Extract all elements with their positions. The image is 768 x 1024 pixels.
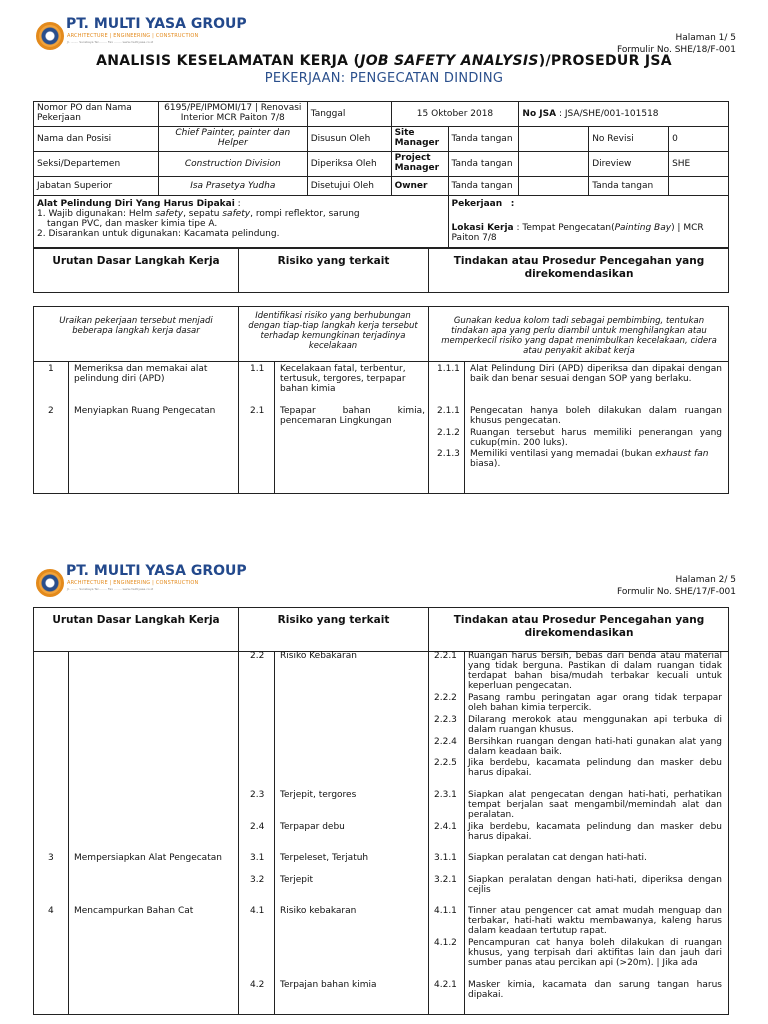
p2-step: Mempersiapkan Alat Pengecatan (74, 853, 222, 863)
jabatan-label: Jabatan Superior (34, 177, 159, 196)
p2-col1-header: Urutan Dasar Langkah Kerja (52, 614, 220, 626)
p2-action: Siapkan peralatan dengan hati-hati, diperiksa dengan cejlis (468, 875, 722, 895)
norevisi-value: 0 (669, 127, 729, 152)
po-value: 6195/PE/IPMOMI/17 | Renovasi Interior MCR Paiton 7/8 (158, 102, 307, 127)
p2-action-no: 2.2.1 (434, 651, 457, 661)
diperiksa-label: Diperiksa Oleh (307, 152, 391, 177)
p1-row2-risk: Tepapar bahan kimia, pencemaran Lingkungan (280, 406, 425, 426)
p2-action: Pencampuran cat hanya boleh dilakukan di ruangan khusus, yang terpisah dari aktifitas lain dan jauh dari sumber panas atau percikan api (>20m). | Jika ada (468, 938, 722, 968)
p2-action-no: 4.1.1 (434, 906, 457, 916)
p1-row2-step: Menyiapkan Ruang Pengecatan (74, 406, 216, 416)
tanggal-value: 15 Oktober 2018 (391, 102, 519, 127)
page-number: Halaman 2/ 5 (675, 575, 736, 585)
site-manager-label: Site Manager (391, 127, 448, 152)
norevisi-label: No Revisi (589, 127, 669, 152)
p2-col2-header: Risiko yang terkait (277, 614, 390, 626)
p1-row2-action2-no: 2.1.2 (437, 428, 460, 438)
p2-risk-no: 4.2 (250, 980, 265, 990)
pekerjaan-lokasi-cell: Pekerjaan : Lokasi Kerja : Tempat Pengecatan(Painting Bay) | MCR Paiton 7/8 (448, 196, 728, 248)
p1-row2-action3: Memiliki ventilasi yang memadai (bukan exhaust fan biasa). (470, 449, 709, 469)
p1-row1-risk: Kecelakaan fatal, terbentur, tertusuk, tergores, terpapar bahan kimia (280, 364, 406, 394)
p1-row1-action: Alat Pelindung Diri (APD) diperiksa dan dipakai dengan baik dan benar sesuai dengan SOP yang berlaku. (470, 364, 722, 384)
jabatan-value: Isa Prasetya Yudha (158, 177, 307, 196)
disetujui-label: Disetujui Oleh (307, 177, 391, 196)
info-table (33, 101, 729, 248)
p2-risk: Terpapar debu (280, 822, 345, 832)
logo-emblem-icon (36, 569, 64, 597)
p1-guide-col3: Gunakan kedua kolom tadi sebagai pembimbing, tentukan tindakan apa yang perlu diambil untuk menghilangkan atau memperkecil risiko yang dapat menimbulkan kecelakaan, cidera atau penyakit akibat kerja (441, 316, 717, 356)
p1-col2-header: Risiko yang terkait (277, 255, 390, 267)
signature-2[interactable]: Tanda tangan (448, 152, 519, 177)
p2-step-no: 3 (48, 853, 54, 863)
p2-action: Bersihkan ruangan dengan hati-hati gunakan alat yang dalam keadaan baik. (468, 737, 722, 757)
logo-emblem-icon (36, 22, 64, 50)
company-address: Jl. ........ Surabaya Tel ........ Fax ........ www.multiyasa.co.id (67, 40, 154, 44)
p2-action-no: 4.1.2 (434, 938, 457, 948)
p2-risk-no: 2.4 (250, 822, 265, 832)
direview-label: Direview (589, 152, 669, 177)
p1-row2-no: 2 (48, 406, 54, 416)
p2-step-no: 4 (48, 906, 54, 916)
p1-row2-action2: Ruangan tersebut harus memiliki penerangan yang cukup(min. 200 luks). (470, 428, 722, 448)
po-label: Nomor PO dan Nama Pekerjaan (34, 102, 159, 127)
p1-row2-action3-no: 2.1.3 (437, 449, 460, 459)
p1-row1-action-no: 1.1.1 (437, 364, 460, 374)
p2-risk: Risiko kebakaran (280, 906, 357, 916)
direview-value: SHE (669, 152, 729, 177)
p2-risk-no: 3.1 (250, 853, 265, 863)
company-tagline: ARCHITECTURE | ENGINEERING | CONSTRUCTION (67, 33, 199, 39)
p2-risk-no: 3.2 (250, 875, 265, 885)
p2-action-no: 2.2.2 (434, 693, 457, 703)
tanggal-label: Tanggal (307, 102, 391, 127)
p2-action-no: 4.2.1 (434, 980, 457, 990)
table-cell (519, 152, 589, 177)
seksi-value: Construction Division (158, 152, 307, 177)
disusun-label: Disusun Oleh (307, 127, 391, 152)
signature-1[interactable]: Tanda tangan (448, 127, 519, 152)
p2-risk-no: 4.1 (250, 906, 265, 916)
signature-3[interactable]: Tanda tangan (448, 177, 519, 196)
p2-risk: Terjepit (280, 875, 313, 885)
page-number: Halaman 1/ 5 (675, 33, 736, 43)
p2-risk: Terpeleset, Terjatuh (280, 853, 369, 863)
p2-action: Jika berdebu, kacamata pelindung dan masker debu harus dipakai. (468, 758, 722, 778)
p2-risk: Terpajan bahan kimia (280, 980, 377, 990)
p2-action-no: 2.4.1 (434, 822, 457, 832)
company-name: PT. MULTI YASA GROUP (66, 16, 247, 32)
signature-4[interactable]: Tanda tangan (589, 177, 669, 196)
p1-guide-col1: Uraikan pekerjaan tersebut menjadi beberapa langkah kerja dasar (59, 316, 213, 336)
p2-action-no: 3.1.1 (434, 853, 457, 863)
page2-header-right (617, 574, 736, 598)
p2-action: Dilarang merokok atau menggunakan api terbuka di dalam ruangan khusus. (468, 715, 722, 735)
nama-value: Chief Painter, painter dan Helper (158, 127, 307, 152)
p2-step: Mencampurkan Bahan Cat (74, 906, 194, 916)
p2-risk: Risiko Kebakaran (280, 651, 357, 661)
p2-action-no: 3.2.1 (434, 875, 457, 885)
table-cell (519, 177, 589, 196)
p1-row1-no: 1 (48, 364, 54, 374)
form-number: Formulir No. SHE/18/F-001 (616, 45, 736, 55)
p2-action-no: 2.2.5 (434, 758, 457, 768)
p2-action: Masker kimia, kacamata dan sarung tangan harus dipakai. (468, 980, 722, 1000)
p2-action: Pasang rambu peringatan agar orang tidak terpapar oleh bahan kimia terpercik. (468, 693, 722, 713)
p1-col1-header: Urutan Dasar Langkah Kerja (52, 255, 220, 267)
document-title: ANALISIS KESELAMATAN KERJA (JOB SAFETY ANALYSIS)/PROSEDUR JSA (96, 53, 672, 69)
p2-risk-no: 2.3 (250, 790, 265, 800)
project-manager-label: Project Manager (391, 152, 448, 177)
p1-row2-risk-no: 2.1 (250, 406, 265, 416)
p1-row2-action1: Pengecatan hanya boleh dilakukan dalam ruangan khusus pengecatan. (470, 406, 722, 426)
document-subtitle: PEKERJAAN: PENGECATAN DINDING (264, 71, 504, 86)
nojsa-cell: No JSA : JSA/SHE/001-101518 (519, 102, 729, 127)
p2-action: Siapkan alat pengecatan dengan hati-hati, perhatikan tempat berjalan saat mengambil/memindah alat dan peralatan. (468, 790, 722, 820)
p2-action: Ruangan harus bersih, bebas dari benda atau material yang tidak berguna. Pastikan di dalam ruangan tidak terdapat bahan bisa/mudah terbakar kecuali untuk keperluan pengecatan. (468, 651, 722, 691)
owner-label: Owner (391, 177, 448, 196)
p1-row2-action1-no: 2.1.1 (437, 406, 460, 416)
p2-action-no: 2.2.3 (434, 715, 457, 725)
p1-guide-col2: Identifikasi risiko yang berhubungan dengan tiap-tiap langkah kerja tersebut terhadap kemungkinan terjadinya kecelakaan (248, 311, 418, 351)
p2-risk-no: 2.2 (250, 651, 265, 661)
form-number: Formulir No. SHE/17/F-001 (616, 587, 736, 597)
company-logo-page2: PT. MULTI YASA GROUP ARCHITECTURE | ENGINEERING | CONSTRUCTION Jl. ........ Surabaya Tel ........ Fax ........ www.multiyasa.co.id (36, 563, 246, 597)
p2-action: Jika berdebu, kacamata pelindung dan masker debu harus dipakai. (468, 822, 722, 842)
p1-col3-header: Tindakan atau Prosedur Pencegahan yang direkomendasikan (453, 255, 705, 280)
apd-title: Alat Pelindung Diri Yang Harus Dipakai (37, 199, 235, 209)
p2-risk: Terjepit, tergores (280, 790, 357, 800)
table-cell (669, 177, 729, 196)
p2-action-no: 2.2.4 (434, 737, 457, 747)
table-cell (519, 127, 589, 152)
p2-action: Tinner atau pengencer cat amat mudah menguap dan terbakar, hati-hati waktu membawanya, kaleng harus dalam keadaan tertutup rapat. (468, 906, 722, 936)
p2-action: Siapkan peralatan cat dengan hati-hati. (468, 853, 647, 863)
p2-action-no: 2.3.1 (434, 790, 457, 800)
company-logo (36, 16, 246, 50)
p2-col3-header: Tindakan atau Prosedur Pencegahan yang direkomendasikan (453, 614, 705, 639)
seksi-label: Seksi/Departemen (34, 152, 159, 177)
nama-label: Nama dan Posisi (34, 127, 159, 152)
p1-row1-risk-no: 1.1 (250, 364, 265, 374)
p1-row1-step: Memeriksa dan memakai alat pelindung diri (APD) (74, 364, 208, 384)
apd-cell: Alat Pelindung Diri Yang Harus Dipakai : 1. Wajib digunakan: Helm safety, sepatu safety, rompi reflektor, sarung tangan PVC, dan masker kimia tipe A. 2. Disarankan untuk digunakan: Kacamata pelindung. (34, 196, 449, 248)
